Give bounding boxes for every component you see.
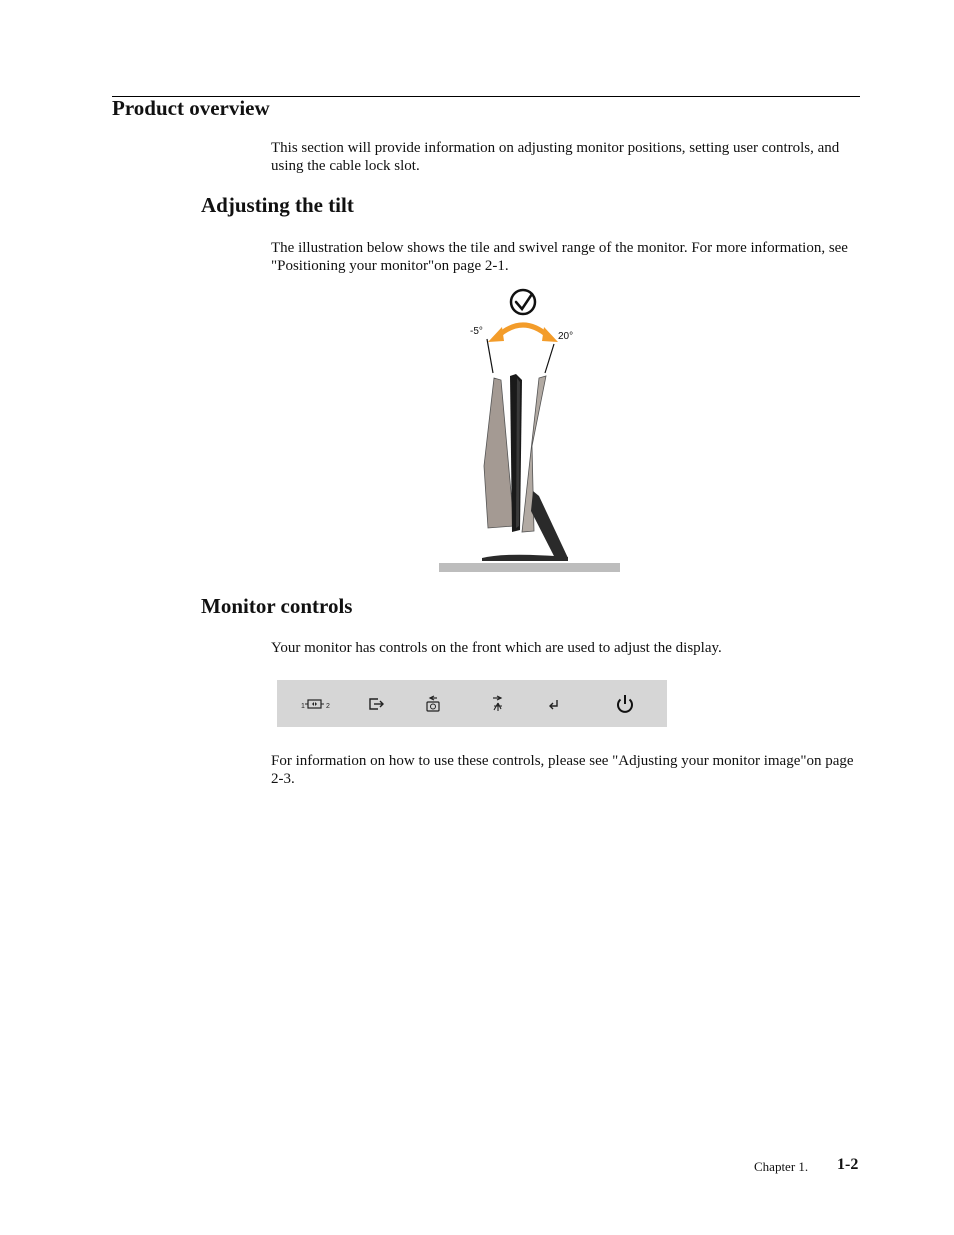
controls-note: For information on how to use these controls, please see "Adjusting your monitor image"on page 2-3. (271, 753, 854, 787)
monitor-upright (510, 374, 522, 532)
angle-max-label: 20° (558, 331, 574, 342)
input-label-1: 1 (301, 703, 305, 710)
controls-text: Your monitor has controls on the front which are used to adjust the display. (271, 640, 722, 656)
power-icon (618, 695, 632, 712)
brightness-icon (493, 696, 502, 711)
input-label-2: 2 (326, 703, 330, 710)
next-button[interactable] (489, 692, 507, 716)
controls-heading: Monitor controls (201, 594, 353, 618)
exit-button[interactable] (366, 692, 386, 716)
power-button[interactable] (613, 692, 637, 716)
tilt-guide-right (545, 344, 554, 373)
controls-strip (277, 680, 667, 727)
tilt-heading: Adjusting the tilt (201, 193, 354, 217)
footer-chapter: Chapter 1. (754, 1159, 809, 1174)
desk-surface (439, 563, 620, 572)
previous-button[interactable] (424, 692, 442, 716)
monitor-tilted-back (484, 378, 514, 528)
left-arrow-icon (427, 696, 439, 711)
input-switch-button[interactable] (299, 692, 333, 716)
footer-page-number: 1-2 (837, 1156, 859, 1173)
tilt-arc-arrow (488, 325, 558, 342)
section-title: Product overview (112, 96, 270, 120)
checkmark-icon (511, 290, 535, 314)
angle-min-label: -5° (470, 326, 483, 337)
section-intro: This section will provide information on adjusting monitor positions, setting user controls, and using the cable lock slot. (271, 140, 840, 174)
tilt-illustration (436, 286, 622, 576)
exit-icon (370, 699, 383, 709)
enter-icon (550, 700, 557, 709)
enter-button[interactable] (545, 692, 563, 716)
tilt-guide-left (487, 339, 493, 373)
tilt-text: The illustration below shows the tile and swivel range of the monitor. For more information, see "Positioning your monitor"on page 2-1. (271, 240, 848, 274)
